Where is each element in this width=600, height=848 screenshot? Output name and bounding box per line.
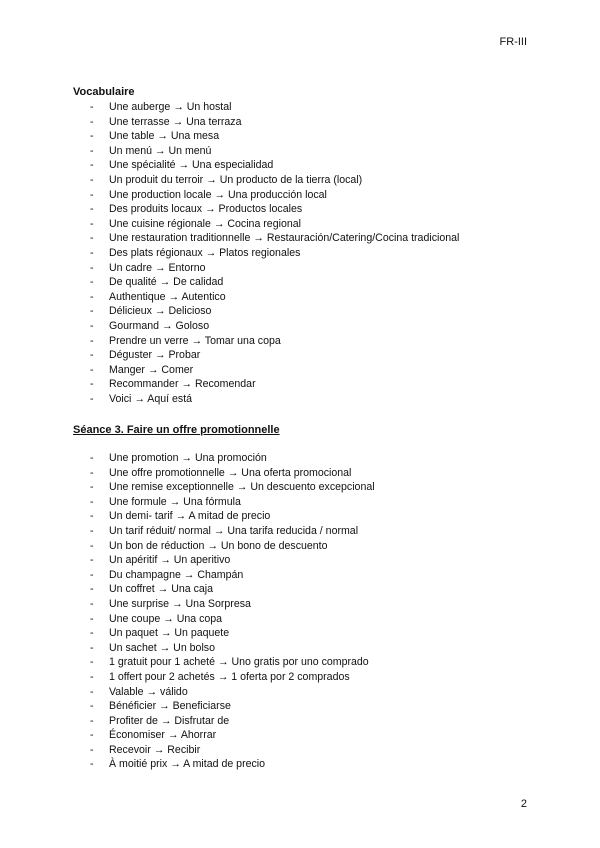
list-item xyxy=(0,144,600,159)
list-item xyxy=(0,699,600,714)
list-item xyxy=(0,495,600,510)
list-item-text: Une offre promotionnelle → Una oferta promocional xyxy=(109,466,352,479)
list-item xyxy=(0,188,600,203)
list-item xyxy=(0,275,600,290)
list-item xyxy=(0,553,600,568)
list-item xyxy=(0,115,600,130)
list-item-text: Déguster → Probar xyxy=(109,349,201,362)
list-item xyxy=(0,612,600,627)
list-item-text: Des produits locaux → Productos locales xyxy=(109,203,303,216)
list-item xyxy=(0,290,600,305)
bullet-dash: - xyxy=(90,319,94,332)
list-item xyxy=(0,319,600,334)
bullet-dash: - xyxy=(90,232,94,245)
list-item xyxy=(0,714,600,729)
list-item-text: Un paquet → Un paquete xyxy=(109,627,230,640)
bullet-dash: - xyxy=(90,276,94,289)
bullet-dash: - xyxy=(90,612,94,625)
list-item-text: Bénéficier → Beneficiarse xyxy=(109,700,231,713)
list-item-text: Une table → Una mesa xyxy=(109,130,220,143)
list-item xyxy=(0,539,600,554)
bullet-dash: - xyxy=(90,290,94,303)
list-item-text: Un apéritif → Un aperitivo xyxy=(109,554,231,567)
list-item-text: Économiser → Ahorrar xyxy=(109,729,217,742)
bullet-dash: - xyxy=(90,188,94,201)
bullet-dash: - xyxy=(90,554,94,567)
list-item xyxy=(0,231,600,246)
seance3-heading: Séance 3. Faire un offre promotionnelle xyxy=(73,424,280,436)
list-item-text: Un cadre → Entorno xyxy=(109,261,206,274)
list-item xyxy=(0,451,600,466)
bullet-dash: - xyxy=(90,729,94,742)
list-item xyxy=(0,509,600,524)
bullet-dash: - xyxy=(90,627,94,640)
bullet-dash: - xyxy=(90,466,94,479)
list-item xyxy=(0,524,600,539)
list-item-text: Une production locale → Una producción local xyxy=(109,188,327,201)
page-number: 2 xyxy=(520,798,527,810)
list-item-text: Une surprise → Una Sorpresa xyxy=(109,597,251,610)
vocabulaire-heading: Vocabulaire xyxy=(73,86,135,98)
bullet-dash: - xyxy=(90,597,94,610)
list-item-text: Un bon de réduction → Un bono de descuento xyxy=(109,539,328,552)
list-item-text: Une cuisine régionale → Cocina regional xyxy=(109,217,301,230)
list-item xyxy=(0,246,600,261)
bullet-dash: - xyxy=(90,203,94,216)
bullet-dash: - xyxy=(90,568,94,581)
list-item-text: Une formule → Una fórmula xyxy=(109,495,241,508)
list-item xyxy=(0,202,600,217)
list-item-text: De qualité → De calidad xyxy=(109,276,224,289)
list-item-text: Un tarif réduit/ normal → Una tarifa reducida / normal xyxy=(109,524,359,537)
bullet-dash: - xyxy=(90,656,94,669)
bullet-dash: - xyxy=(90,700,94,713)
bullet-dash: - xyxy=(90,510,94,523)
list-item-text: Un produit du terroir → Un producto de la tierra (local) xyxy=(109,173,363,186)
bullet-dash: - xyxy=(90,392,94,405)
bullet-dash: - xyxy=(90,349,94,362)
list-item xyxy=(0,466,600,481)
bullet-dash: - xyxy=(90,305,94,318)
list-item xyxy=(0,334,600,349)
vocabulaire-list xyxy=(0,100,600,406)
bullet-dash: - xyxy=(90,363,94,376)
list-item-text: Délicieux → Delicioso xyxy=(109,305,212,318)
bullet-dash: - xyxy=(90,115,94,128)
list-item xyxy=(0,480,600,495)
list-item xyxy=(0,582,600,597)
list-item-text: 1 offert pour 2 achetés → 1 oferta por 2 comprados xyxy=(109,670,350,683)
list-item-text: Une restauration traditionnelle → Restauración/Catering/Cocina tradicional xyxy=(109,232,460,245)
bullet-dash: - xyxy=(90,670,94,683)
list-item xyxy=(0,173,600,188)
list-item-text: Un coffret → Una caja xyxy=(109,583,214,596)
list-item xyxy=(0,377,600,392)
list-item-text: Recevoir → Recibir xyxy=(109,743,201,756)
bullet-dash: - xyxy=(90,173,94,186)
list-item-text: Voici → Aquí está xyxy=(109,392,193,405)
list-item xyxy=(0,217,600,232)
bullet-dash: - xyxy=(90,452,94,464)
list-item-text: Une auberge → Un hostal xyxy=(109,101,232,113)
bullet-dash: - xyxy=(90,758,94,771)
list-item xyxy=(0,641,600,656)
document-code: FR-III xyxy=(499,36,527,48)
bullet-dash: - xyxy=(90,101,94,113)
bullet-dash: - xyxy=(90,334,94,347)
list-item-text: Une remise exceptionnelle → Un descuento excepcional xyxy=(109,481,375,494)
list-item-text: Une promotion → Una promoción xyxy=(109,452,267,464)
bullet-dash: - xyxy=(90,130,94,143)
list-item xyxy=(0,597,600,612)
list-item-text: Recommander → Recomendar xyxy=(109,378,256,391)
list-item xyxy=(0,568,600,583)
bullet-dash: - xyxy=(90,144,94,157)
list-item xyxy=(0,757,600,772)
list-item-text: À moitié prix → A mitad de precio xyxy=(109,758,266,771)
bullet-dash: - xyxy=(90,217,94,230)
list-item-text: Une spécialité → Una especialidad xyxy=(109,159,274,172)
list-item-text: Un demi- tarif → A mitad de precio xyxy=(109,510,271,523)
bullet-dash: - xyxy=(90,261,94,274)
list-item-text: Authentique → Autentico xyxy=(109,290,226,303)
list-item-text: Une coupe → Una copa xyxy=(109,612,223,625)
bullet-dash: - xyxy=(90,583,94,596)
list-item-text: Prendre un verre → Tomar una copa xyxy=(109,334,281,347)
list-item xyxy=(0,158,600,173)
list-item xyxy=(0,348,600,363)
list-item xyxy=(0,685,600,700)
list-item xyxy=(0,261,600,276)
list-item-text: 1 gratuit pour 1 acheté → Uno gratis por uno comprado xyxy=(109,656,369,669)
bullet-dash: - xyxy=(90,246,94,259)
list-item-text: Valable → válido xyxy=(109,685,188,698)
seance3-list xyxy=(0,451,600,772)
bullet-dash: - xyxy=(90,524,94,537)
bullet-dash: - xyxy=(90,641,94,654)
list-item-text: Gourmand → Goloso xyxy=(109,319,210,332)
bullet-dash: - xyxy=(90,714,94,727)
list-item xyxy=(0,626,600,641)
list-item xyxy=(0,655,600,670)
list-item-text: Des plats régionaux → Platos regionales xyxy=(109,246,301,259)
bullet-dash: - xyxy=(90,495,94,508)
list-item xyxy=(0,129,600,144)
list-item xyxy=(0,743,600,758)
list-item xyxy=(0,304,600,319)
list-item xyxy=(0,728,600,743)
list-item xyxy=(0,100,600,115)
bullet-dash: - xyxy=(90,685,94,698)
list-item-text: Une terrasse → Una terraza xyxy=(109,115,242,128)
list-item-text: Profiter de → Disfrutar de xyxy=(109,714,230,727)
list-item xyxy=(0,670,600,685)
list-item xyxy=(0,392,600,407)
list-item-text: Du champagne → Champán xyxy=(109,568,244,581)
bullet-dash: - xyxy=(90,378,94,391)
list-item xyxy=(0,363,600,378)
bullet-dash: - xyxy=(90,743,94,756)
list-item-text: Manger → Comer xyxy=(109,363,194,376)
list-item-text: Un sachet → Un bolso xyxy=(109,641,215,654)
bullet-dash: - xyxy=(90,481,94,494)
bullet-dash: - xyxy=(90,539,94,552)
bullet-dash: - xyxy=(90,159,94,172)
list-item-text: Un menú → Un menú xyxy=(109,144,212,157)
